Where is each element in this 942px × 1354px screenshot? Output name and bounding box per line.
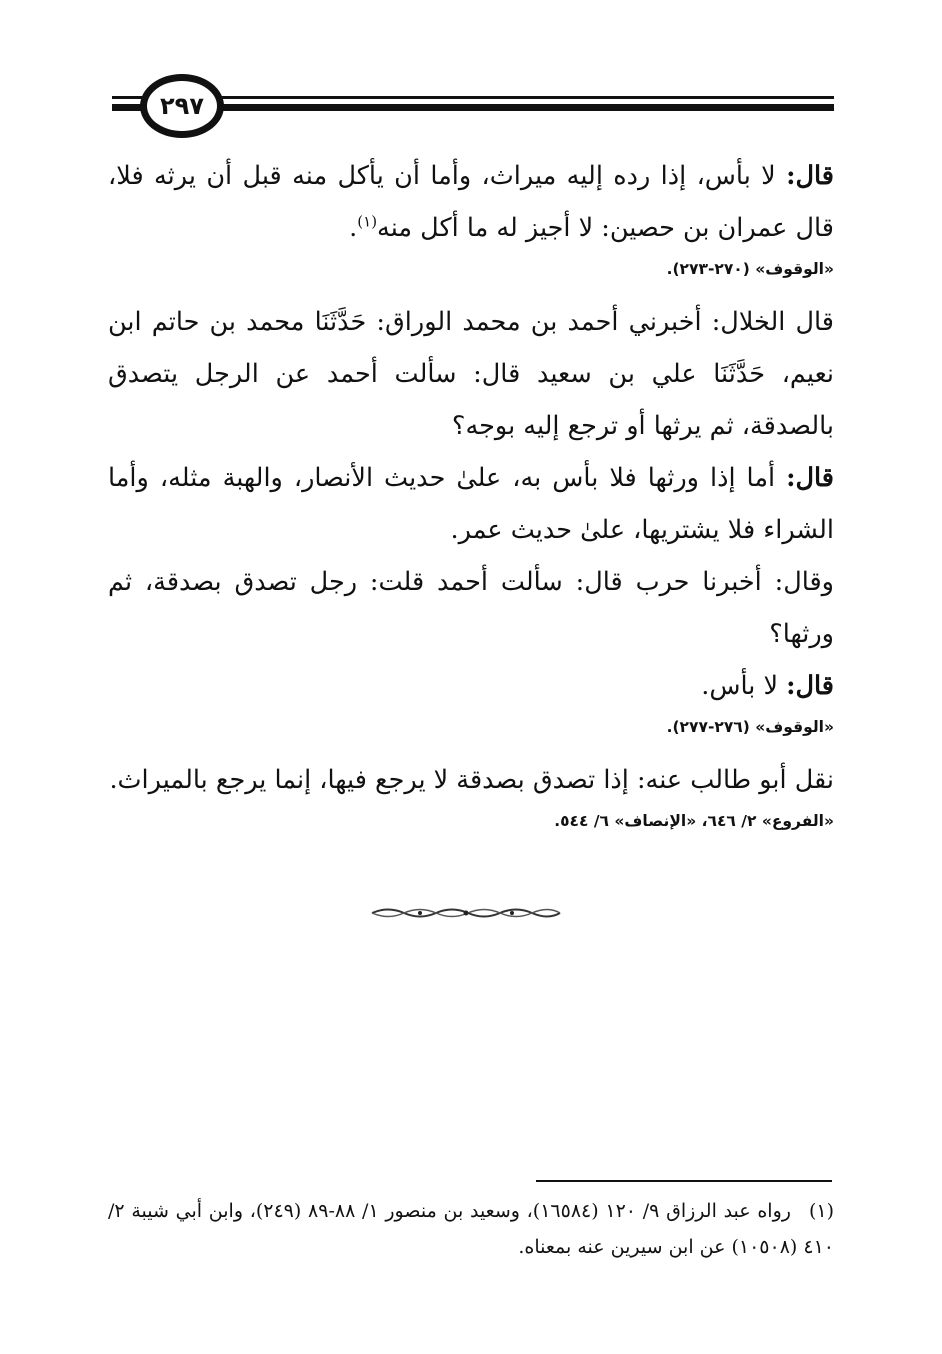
- paragraph: [108, 296, 834, 452]
- source-citation: «الفروع» ٢/ ٦٤٦، «الإنصاف» ٦/ ٥٤٤.: [554, 812, 834, 830]
- paragraph-text: قال الخلال: أخبرني أحمد بن محمد الوراق: حَدَّثَنَا محمد بن حاتم ابن نعيم، حَدَّثَنَا علي بن سعيد قال: سألت أحمد عن الرجل يتصدق بالصدقة، ثم يرثها أو ترجع إليه بوجه؟: [108, 307, 834, 441]
- paragraph: [108, 556, 834, 660]
- header-rule-right-bottom: [218, 104, 834, 111]
- paragraph: [108, 754, 834, 806]
- paragraph: [108, 150, 834, 254]
- paragraph-text: أما إذا ورثها فلا بأس به، علىٰ حديث الأنصار، والهبة مثله، وأما الشراء فلا يشتريها، علىٰ حديث عمر.: [108, 463, 834, 545]
- paragraph-text: وقال: أخبرنا حرب قال: سألت أحمد قلت: رجل تصدق بصدقة، ثم ورثها؟: [108, 567, 834, 649]
- page-number: ٢٩٧: [160, 92, 204, 120]
- source-citation: «الوقوف» (٢٧٦-٢٧٧).: [666, 718, 834, 736]
- footnote-marker: (١): [808, 1200, 834, 1222]
- paragraph: [108, 452, 834, 556]
- source-citation: «الوقوف» (٢٧٠-٢٧٣).: [666, 260, 834, 278]
- paragraph: [108, 660, 834, 712]
- paragraph-text: لا بأس، إذا رده إليه ميراث، وأما أن يأكل منه قبل أن يرثه فلا، قال عمران بن حصين: لا أجيز له ما أكل منه: [108, 161, 834, 243]
- paragraph-lead: قال:: [786, 671, 834, 701]
- footnote-text: رواه عبد الرزاق ٩/ ١٢٠ (١٦٥٨٤)، وسعيد بن منصور ١/ ٨٨-٨٩ (٢٤٩)، وابن أبي شيبة ٢/ ٤١٠ (١٠٥٠٨) عن ابن سيرين عنه بمعناه.: [108, 1200, 834, 1258]
- footnote: [108, 1193, 834, 1265]
- footnote-reference[interactable]: (١): [357, 212, 378, 231]
- page-number-badge: [140, 74, 224, 138]
- footnote-separator: [536, 1180, 832, 1182]
- section-divider-ornament: [368, 905, 564, 921]
- header-rule-right-top: [218, 96, 834, 99]
- paragraph-text: لا بأس.: [701, 671, 787, 701]
- main-text: [108, 150, 834, 832]
- paragraph-text: نقل أبو طالب عنه: إذا تصدق بصدقة لا يرجع فيها، إنما يرجع بالميراث.: [109, 765, 834, 795]
- paragraph-lead: قال:: [786, 463, 834, 493]
- paragraph-end: .: [349, 213, 358, 243]
- paragraph-lead: قال:: [786, 161, 834, 191]
